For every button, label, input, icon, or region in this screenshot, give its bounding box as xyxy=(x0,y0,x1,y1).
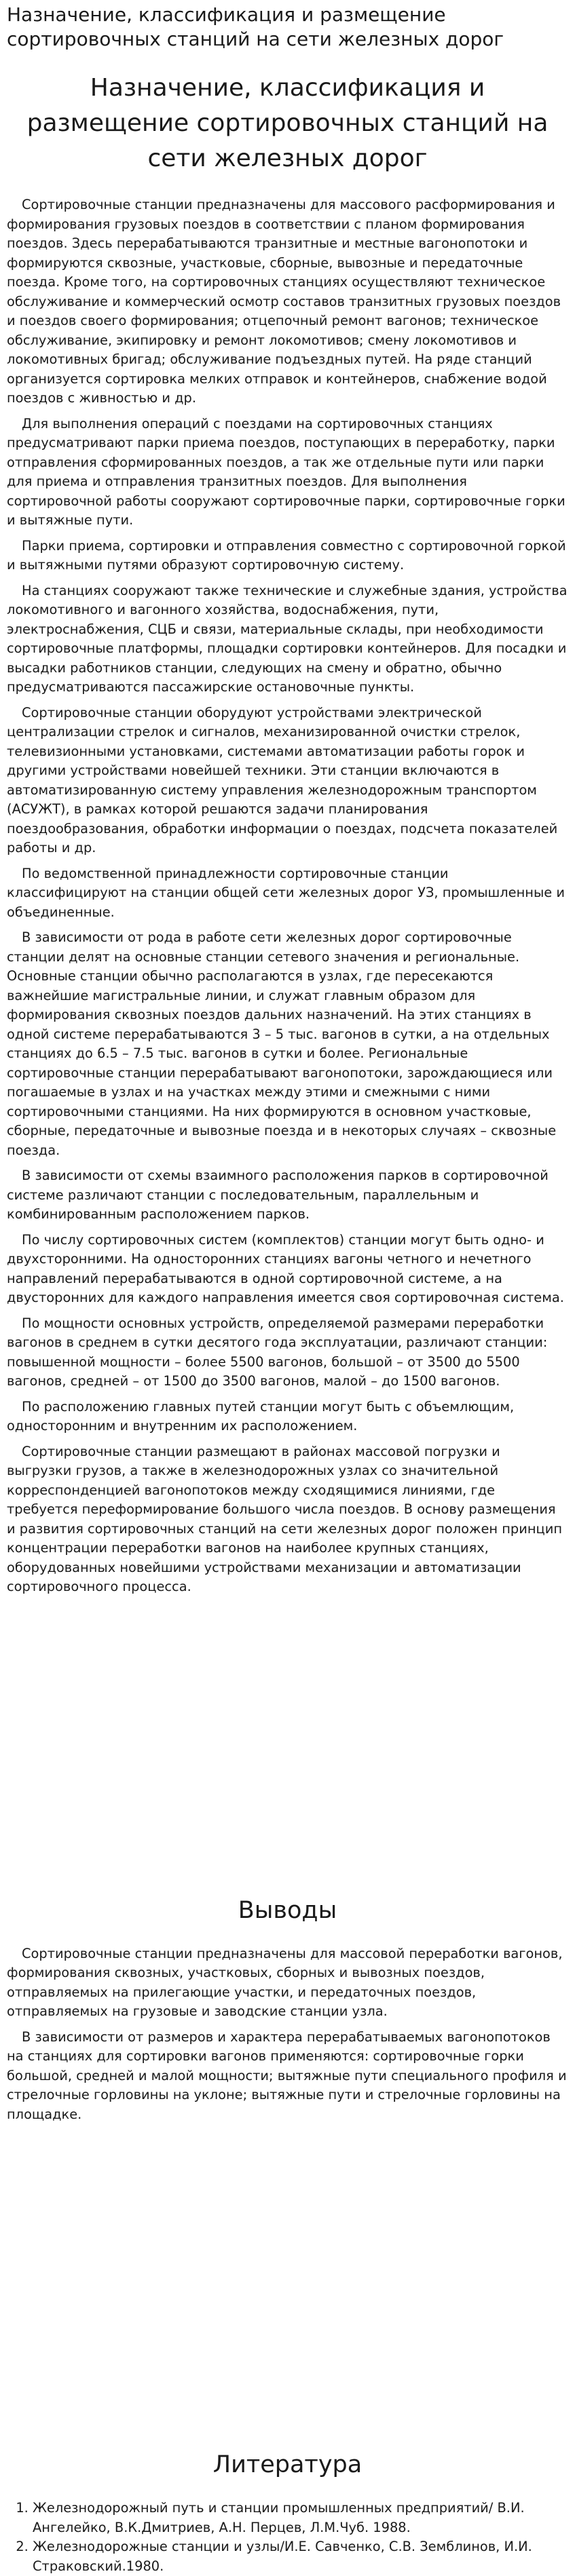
paragraph: На станциях сооружают также технические и служебные здания, устройства локомотивного и вагонного хозяйства, водоснабжения, пути, электроснабжения, СЦБ и связи, материальные склады, при необходимости сортировочные платформы, площадки сортировки контейнеров. Для посадки и высадки работников станции, следующих на смену и обратно, обычно предусматриваются пассажирские остановочные пункты. xyxy=(7,582,568,695)
paragraph: В зависимости от схемы взаимного расположения парков в сортировочной системе различают станции с последовательным, параллельным и комбинированным расположением парков. xyxy=(7,1168,549,1222)
main-heading: Назначение, классификация и размещение сортировочных станций на сети железных дорог xyxy=(26,74,549,172)
document-title: Назначение, классификация и размещение сортировочных станций на сети железных дорог xyxy=(7,3,504,50)
paragraph: По числу сортировочных систем (комплектов) станции могут быть одно- и двухсторонними. На односторонних станциях вагоны четного и нечетного направлений перерабатываются в одной сортировочной системе, а на двусторонних для каждого направления имеется своя сортировочная система. xyxy=(7,1231,564,1305)
paragraph: По ведомственной принадлежности сортировочные станции классифицируют на станции общей сети железных дорог УЗ, промышленные и объединенные. xyxy=(7,865,565,920)
paragraph: Сортировочные станции оборудуют устройствами электрической централизации стрелок и сигналов, механизированной очистки стрелок, телевизионными установками, системами автоматизации работы горок и другими устройствами новейшей техники. Эти станции включаются в автоматизированную систему управления железнодорожным транспортом (АСУЖТ), в рамках которой решаются задачи планирования поездообразования, обработки информации о поездах, подсчета показателей работы и др. xyxy=(7,704,558,856)
paragraph: По расположению главных путей станции могут быть с объемлющим, односторонним и внутренним их расположением. xyxy=(7,1398,515,1434)
conclusions-heading: Выводы xyxy=(238,1896,337,1924)
reference-item: 1. Железнодорожный путь и станции промышленных предприятий/ В.И. Ангелейко, В.К.Дмитриев, А.Н. Перцев, Л.М.Чуб. 1988. xyxy=(33,2499,568,2537)
paragraph: В зависимости от размеров и характера перерабатываемых вагонопотоков на станциях для сортировки вагонов применяются: сортировочные горки большой, средней и малой мощности; вытяжные пути специального профиля и стрелочные горловины на уклоне; вытяжные пути и стрелочные горловины на площадке. xyxy=(7,2029,567,2122)
references-heading: Литература xyxy=(212,2451,363,2478)
paragraph: Для выполнения операций с поездами на сортировочных станциях предусматривают парки приема поездов, поступающих в переработку, парки отправления сформированных поездов, а так же отдельные пути или парки для приема и отправления транзитных поездов. Для выполнения сортировочной работы сооружают сортировочные парки, сортировочные горки и вытяжные пути. xyxy=(7,415,565,528)
paragraph: Сортировочные станции размещают в районах массовой погрузки и выгрузки грузов, а также в железнодорожных узлах со значительной корреспонденцией вагонопотоков между сходящимися линиями, где требуется переформирование большого числа поездов. В основу размещения и развития сортировочных станций на сети железных дорог положен принцип концентрации переработки вагонов на наиболее крупных станциях, оборудованных новейшими устройствами механизации и автоматизации сортировочного процесса. xyxy=(7,1443,562,1594)
paragraph: Сортировочные станции предназначены для массового расформирования и формирования грузовых поездов в соответствии с планом формирования поездов. Здесь перерабатываются транзитные и местные вагонопотоки и формируются сквозные, участковые, сборные, вывозные и передаточные поезда. Кроме того, на сортировочных станциях осуществляют техническое обслуживание и коммерческий осмотр составов транзитных грузовых поездов и поездов своего формирования; отцепочный ремонт вагонов; техническое обслуживание, экипировку и ремонт локомотивов; смену локомотивов и локомотивных бригад; обслуживание подъездных путей. На ряде станций организуется сортировка мелких отправок и контейнеров, снабжение водой поездов с живностью и др. xyxy=(7,197,561,406)
reference-item: 2. Железнодорожные станции и узлы/И.Е. Савченко, С.В. Земблинов, И.И. Страковский.1980. xyxy=(33,2537,568,2576)
references-list xyxy=(7,2499,568,2576)
paragraph: Сортировочные станции предназначены для массовой переработки вагонов, формирования сквозных, участковых, сборных и вывозных поездов, отправляемых на прилегающие участки, и передаточных поездов, отправляемых на грузовые и заводские станции узла. xyxy=(7,1945,563,2019)
paragraph: Парки приема, сортировки и отправления совместно с сортировочной горкой и вытяжными путями образуют сортировочную систему. xyxy=(7,537,566,573)
main-body xyxy=(7,195,568,1597)
conclusions-body xyxy=(7,1944,568,2125)
paragraph: В зависимости от рода в работе сети железных дорог сортировочные станции делят на основные станции сетевого значения и региональные. Основные станции обычно располагаются в узлах, где пересекаются важнейшие магистральные линии, и служат главным образом для формирования сквозных поездов дальних назначений. На этих станциях в одной системе перерабатываются 3 – 5 тыс. вагонов в сутки, а на отдельных станциях до 6.5 – 7.5 тыс. вагонов в сутки и более. Региональные сортировочные станции перерабатывают вагонопотоки, зарождающиеся или погашаемые в узлах и на участках между этими и смежными с ними сортировочными станциями. На них формируются в основном участковые, сборные, передаточные и вывозные поезда и в некоторых случаях – сквозные поезда. xyxy=(7,929,557,1158)
paragraph: По мощности основных устройств, определяемой размерами переработки вагонов в среднем в сутки десятого года эксплуатации, различают станции: повышенной мощности – более 5500 вагонов, большой – от 3500 до 5500 вагонов, средней – от 1500 до 3500 вагонов, малой – до 1500 вагонов. xyxy=(7,1315,548,1389)
